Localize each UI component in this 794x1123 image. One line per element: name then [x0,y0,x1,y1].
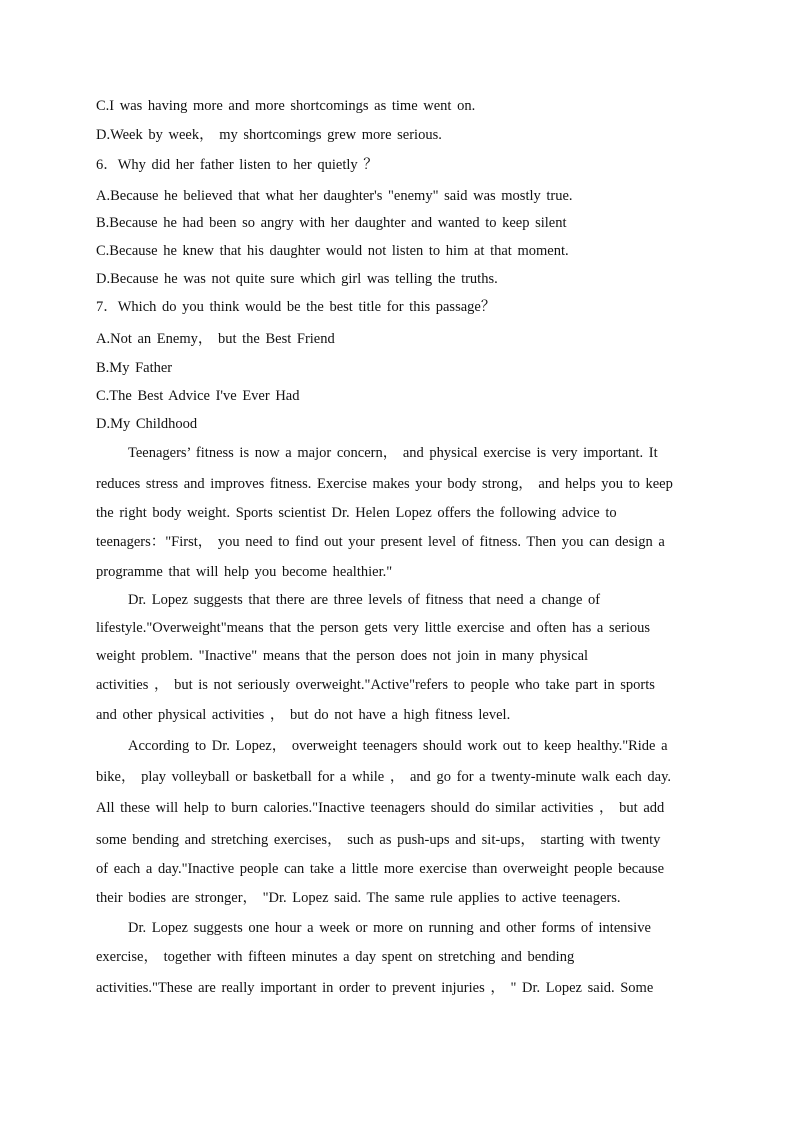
passage-line: Dr. Lopez suggests one hour a week or more on running and other forms of intensive [128,920,651,936]
option-5d: D.Week by week， my shortcomings grew more serious. [96,127,442,143]
passage-line: bike， play volleyball or basketball for a while ， and go for a twenty-minute walk each day. [96,769,672,785]
passage-line: Teenagers’ fitness is now a major concern， and physical exercise is very important. It [128,445,658,461]
question-6-stem: 6．Why did her father listen to her quietly ？ [96,157,378,173]
passage-line: of each a day."Inactive people can take a little more exercise than overweight people because [96,861,665,877]
option-5c: C.I was having more and more shortcomings as time went on. [96,98,476,114]
passage-line: According to Dr. Lopez， overweight teenagers should work out to keep healthy."Ride a [128,738,668,754]
passage-line: teenagers："First， you need to find out your present level of fitness. Then you can design a [96,534,665,550]
passage-line: activities."These are really important in order to prevent injuries ， " Dr. Lopez said. Some [96,980,654,996]
option-7c: C.The Best Advice I've Ever Had [96,388,300,404]
option-6c: C.Because he knew that his daughter would not listen to him at that moment. [96,243,569,259]
passage-line: some bending and stretching exercises， such as push-ups and sit-ups， starting with twenty [96,832,661,848]
passage-line: All these will help to burn calories."Inactive teenagers should do similar activities ， but add [96,800,665,816]
option-7b: B.My Father [96,360,173,376]
option-6a: A.Because he believed that what her daughter's "enemy" said was mostly true. [96,188,573,204]
passage-line: reduces stress and improves fitness. Exercise makes your body strong， and helps you to keep [96,476,673,492]
passage-line: lifestyle."Overweight"means that the person gets very little exercise and often has a serious [96,620,651,636]
passage-line: the right body weight. Sports scientist Dr. Helen Lopez offers the following advice to [96,505,617,521]
option-6b: B.Because he had been so angry with her daughter and wanted to keep silent [96,215,567,231]
passage-line: activities ， but is not seriously overweight."Active"refers to people who take part in sports [96,677,655,693]
passage-line: exercise， together with fifteen minutes a day spent on stretching and bending [96,949,575,965]
option-7d: D.My Childhood [96,416,198,432]
passage-line: Dr. Lopez suggests that there are three levels of fitness that need a change of [128,592,601,608]
passage-line: and other physical activities ， but do not have a high fitness level. [96,707,511,723]
question-7-stem: 7．Which do you think would be the best title for this passage？ [96,299,496,315]
passage-line: programme that will help you become healthier." [96,564,393,580]
option-7a: A.Not an Enemy， but the Best Friend [96,331,335,347]
option-6d: D.Because he was not quite sure which girl was telling the truths. [96,271,498,287]
passage-line: weight problem. "Inactive" means that the person does not join in many physical [96,648,589,664]
passage-line: their bodies are stronger， "Dr. Lopez said. The same rule applies to active teenagers. [96,890,621,906]
